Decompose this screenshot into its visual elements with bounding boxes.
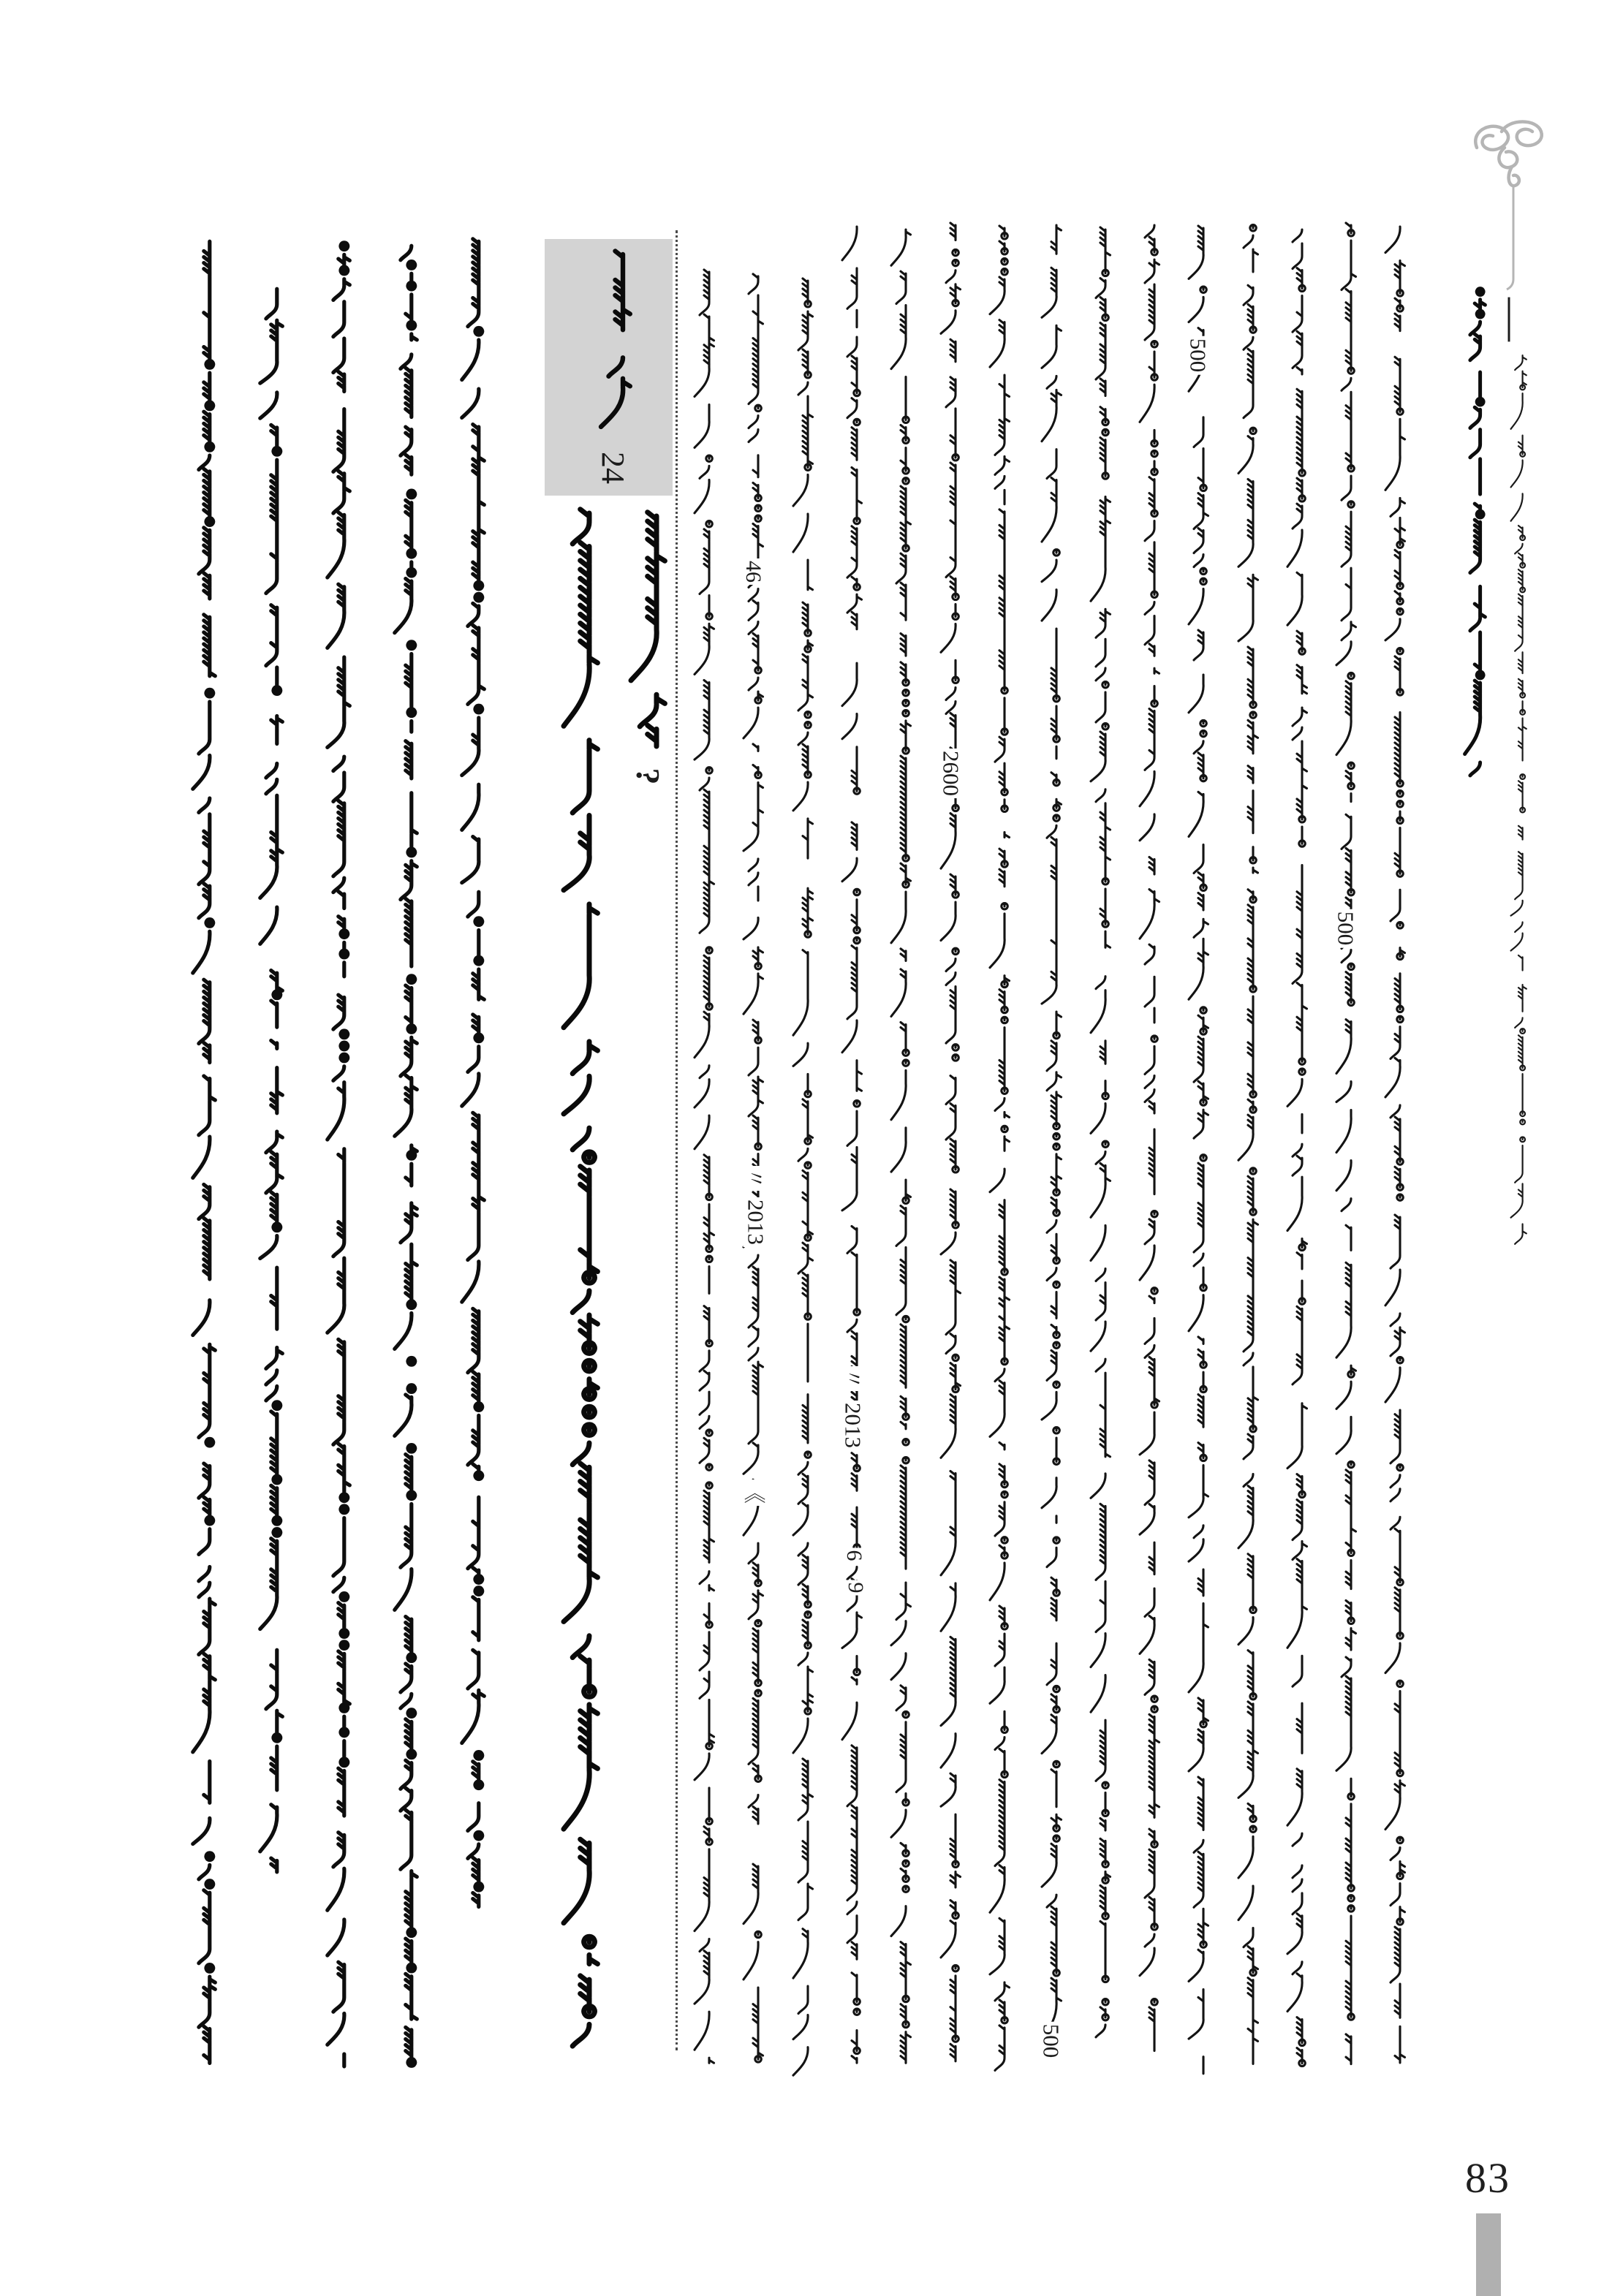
- section-divider-dotted-line: [676, 230, 678, 2050]
- text-column-body-reg-5: [882, 230, 918, 2061]
- text-column-body-bold-4: [385, 246, 425, 2060]
- flourish-ornament-icon: [1464, 110, 1560, 292]
- text-column-body-reg-10: [1131, 225, 1166, 2061]
- inline-token-2600: 2600: [939, 749, 964, 798]
- text-column-body-reg-3: [784, 281, 820, 2061]
- text-column-box-title: [588, 254, 640, 423]
- text-column-body-bold-5: [452, 241, 492, 1931]
- text-column-body-bold-1: [183, 241, 223, 2060]
- inline-token-〃: 〃: [841, 1366, 864, 1391]
- lesson-number-24: 24: [595, 452, 631, 484]
- text-column-header-small: [1504, 355, 1532, 1243]
- text-column-body-reg-8: [1033, 225, 1068, 2012]
- text-column-body-reg-7: [981, 228, 1016, 2061]
- text-column-header-bold: [1456, 289, 1492, 766]
- inline-token-question-mark: ?: [629, 768, 667, 785]
- text-column-body-bold-2: [250, 289, 290, 1868]
- inline-token-〃: 〃: [743, 1166, 766, 1191]
- text-column-body-reg-6: [932, 225, 967, 2061]
- inline-token-500: 500: [1186, 336, 1211, 375]
- page-edge-bar: [1476, 2213, 1501, 2296]
- text-column-subtitle-2: [616, 516, 677, 746]
- text-column-body-reg-13: [1279, 230, 1314, 2061]
- text-column-body-reg-1: [686, 272, 721, 2061]
- inline-token-9: 9: [843, 1580, 868, 1596]
- inline-token-500: 500: [1039, 2022, 1064, 2061]
- inline-token-2013: 2013: [841, 1401, 866, 1450]
- text-column-body-reg-11: [1180, 228, 1215, 2061]
- text-column-body-bold-3: [317, 243, 357, 2060]
- text-column-body-reg-12: [1230, 225, 1265, 2061]
- inline-token-46: 46: [741, 558, 765, 585]
- inline-token-《: 《: [741, 1479, 765, 1506]
- text-column-body-reg-14: [1328, 225, 1363, 2061]
- text-column-body-reg-2: [735, 268, 770, 2061]
- text-column-body-reg-4: [833, 227, 869, 2061]
- text-column-body-reg-15: [1377, 227, 1412, 2061]
- page-number: 83: [1465, 2154, 1510, 2202]
- inline-token-500: 500: [1333, 909, 1359, 948]
- inline-token-2013: 2013: [744, 1197, 769, 1247]
- text-column-subtitle-1: [548, 513, 610, 2041]
- text-column-body-reg-9: [1082, 230, 1117, 2037]
- inline-token-6: 6: [841, 1548, 866, 1564]
- inline-token-dash: —: [1489, 298, 1537, 341]
